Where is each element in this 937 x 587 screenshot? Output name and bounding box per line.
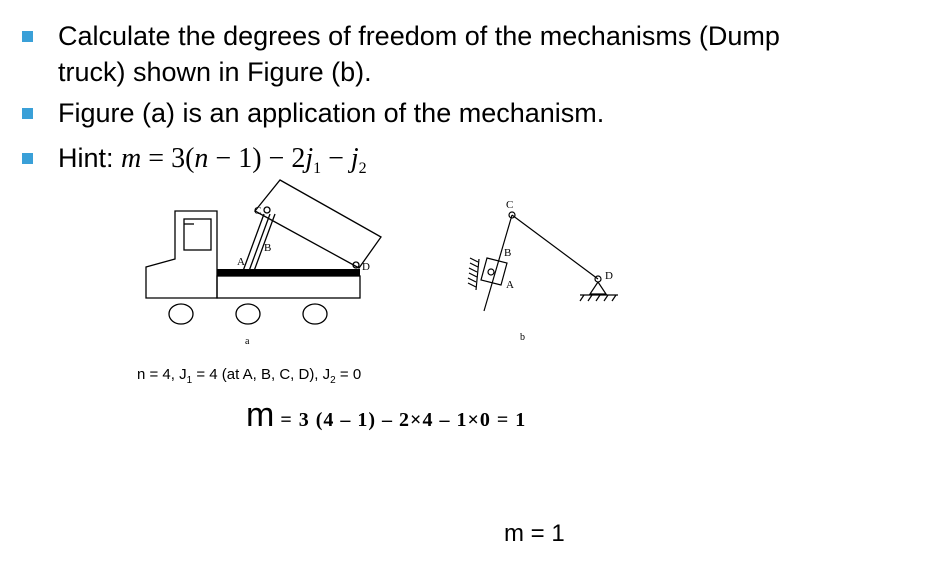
label-c: C [254,205,262,217]
caption-a: a [245,336,250,347]
link-bc [484,215,512,311]
equation-m: m [246,396,275,434]
caption-b: b [520,332,525,343]
hint-formula: $m = 3(n - 1) - 2j_1 - j_2$ [121,143,367,177]
task-line-1: Calculate the degrees of freedom of the mechanisms (Dump [58,21,780,51]
hint-label: Hint: [58,143,114,173]
label-c: C [506,199,514,211]
dof-result: m = 1 [504,520,565,547]
figure-a-note: Figure (a) is an application of the mechanism. [58,98,605,128]
label-a: A [506,279,514,291]
label-b: B [504,247,512,259]
label-d: D [362,261,370,273]
label-d: D [605,270,613,282]
joint-a [488,269,494,275]
dof-equation [246,396,526,435]
equation-rhs: = 3 (4 – 1) – 2×4 – 1×0 = 1 [274,409,527,431]
label-a: A [237,256,245,268]
given-values: n = 4, $J_1 = 4$ (at A, B, C, D), $J_2 = 0$ [137,366,362,386]
label-b: B [264,242,272,254]
task-line-2: truck) shown in Figure (b). [58,57,372,87]
link-cd [512,215,598,279]
